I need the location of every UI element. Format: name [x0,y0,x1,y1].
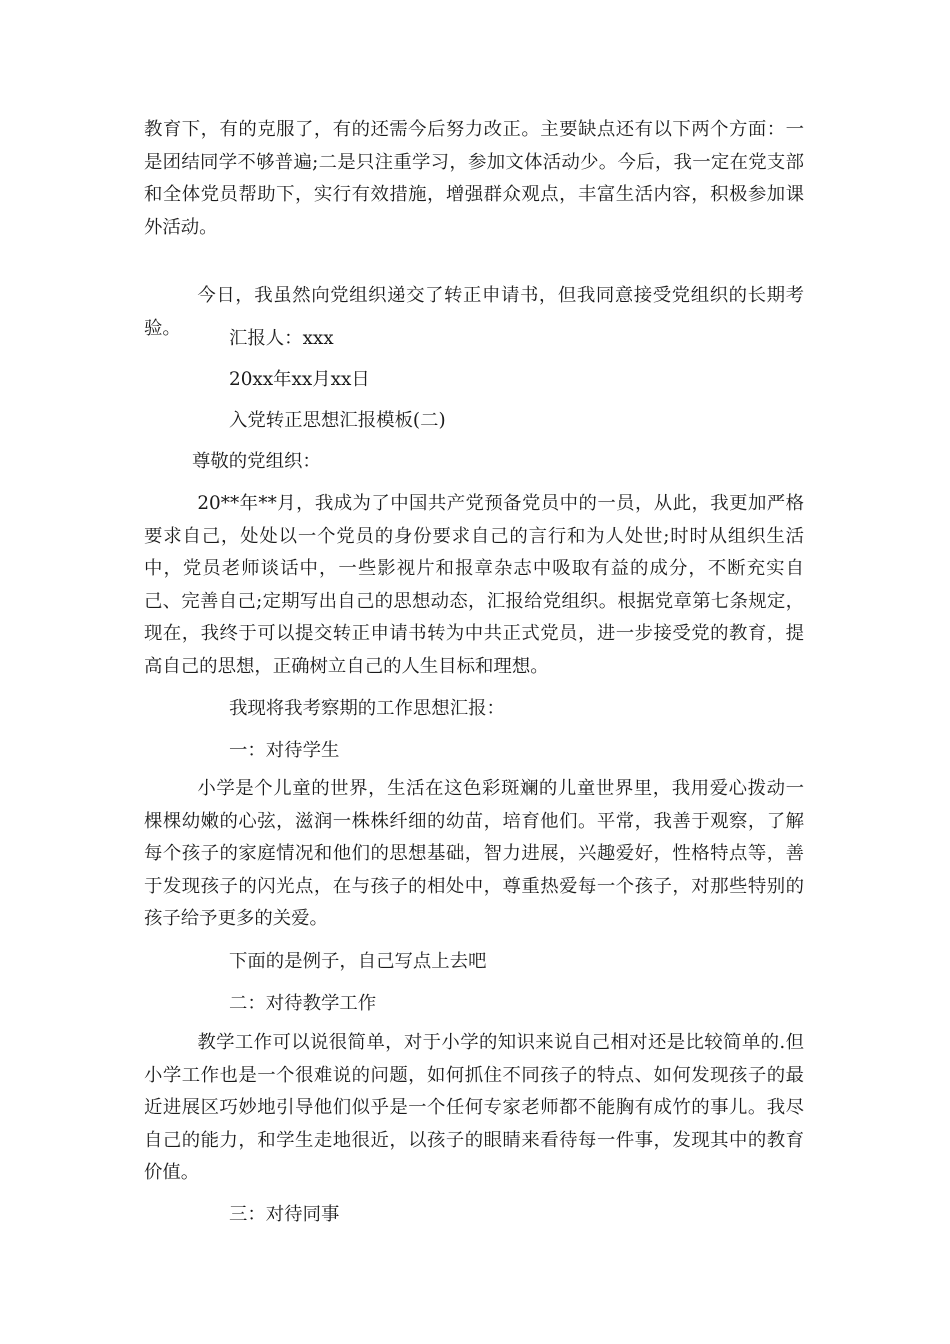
section-3-title: 三：对待同事 [229,1204,340,1225]
paragraph-intro: 20**年**月，我成为了中国共产党预备党员中的一员，从此，我更加严格要求自己，处处以一个党员的身份要求自己的言行和为人处世;时时从组织生活中，党员老师谈话中，一些影视片和报章杂志中吸取有益的成分，不断充实自己、完善自己;定期写出自己的思想动态，汇报给党组织。根据党章第七条规定，现在，我终于可以提交转正申请书转为中共正式党员，进一步接受党的教育，提高自己的思想，正确树立自己的人生目标和理想。 [144,493,804,677]
section-2-body: 教学工作可以说很简单，对于小学的知识来说自己相对还是比较简单的.但小学工作也是一个很难说的问题，如何抓住不同孩子的特点、如何发现孩子的最近进展区巧妙地引导他们似乎是一个任何专家老师都不能胸有成竹的事儿。我尽自己的能力，和学生走地很近，以孩子的眼睛来看待每一件事，发现其中的教育价值。 [144,1032,804,1183]
paragraph-continuation: 教育下，有的克服了，有的还需今后努力改正。主要缺点还有以下两个方面：一是团结同学不够普遍;二是只注重学习，参加文体活动少。今后，我一定在党支部和全体党员帮助下，实行有效措施，增强群众观点，丰富生活内容，积极参加课外活动。 [144,119,804,238]
salutation: 尊敬的党组织： [192,451,321,472]
paragraph-today: 今日，我虽然向党组织递交了转正申请书，但我同意接受党组织的长期考验。 [144,285,804,339]
report-lead: 我现将我考察期的工作思想汇报： [229,698,505,719]
section-2-title: 二：对待教学工作 [229,993,377,1014]
section-1-title: 一：对待学生 [229,740,340,761]
section-1-body: 小学是个儿童的世界，生活在这色彩斑斓的儿童世界里，我用爱心拨动一棵棵幼嫩的心弦，滋润一株株纤细的幼苗，培育他们。平常，我善于观察，了解每个孩子的家庭情况和他们的思想基础，智力进展，兴趣爱好，性格特点等，善于发现孩子的闪光点，在与孩子的相处中，尊重热爱每一个孩子，对那些特别的孩子给予更多的关爱。 [144,778,804,929]
template-title: 入党转正思想汇报模板(二) [229,410,446,431]
date-line: 20xx年xx月xx日 [229,369,370,390]
example-note: 下面的是例子，自己写点上去吧 [229,951,487,972]
reporter-line: 汇报人：xxx [229,328,334,349]
